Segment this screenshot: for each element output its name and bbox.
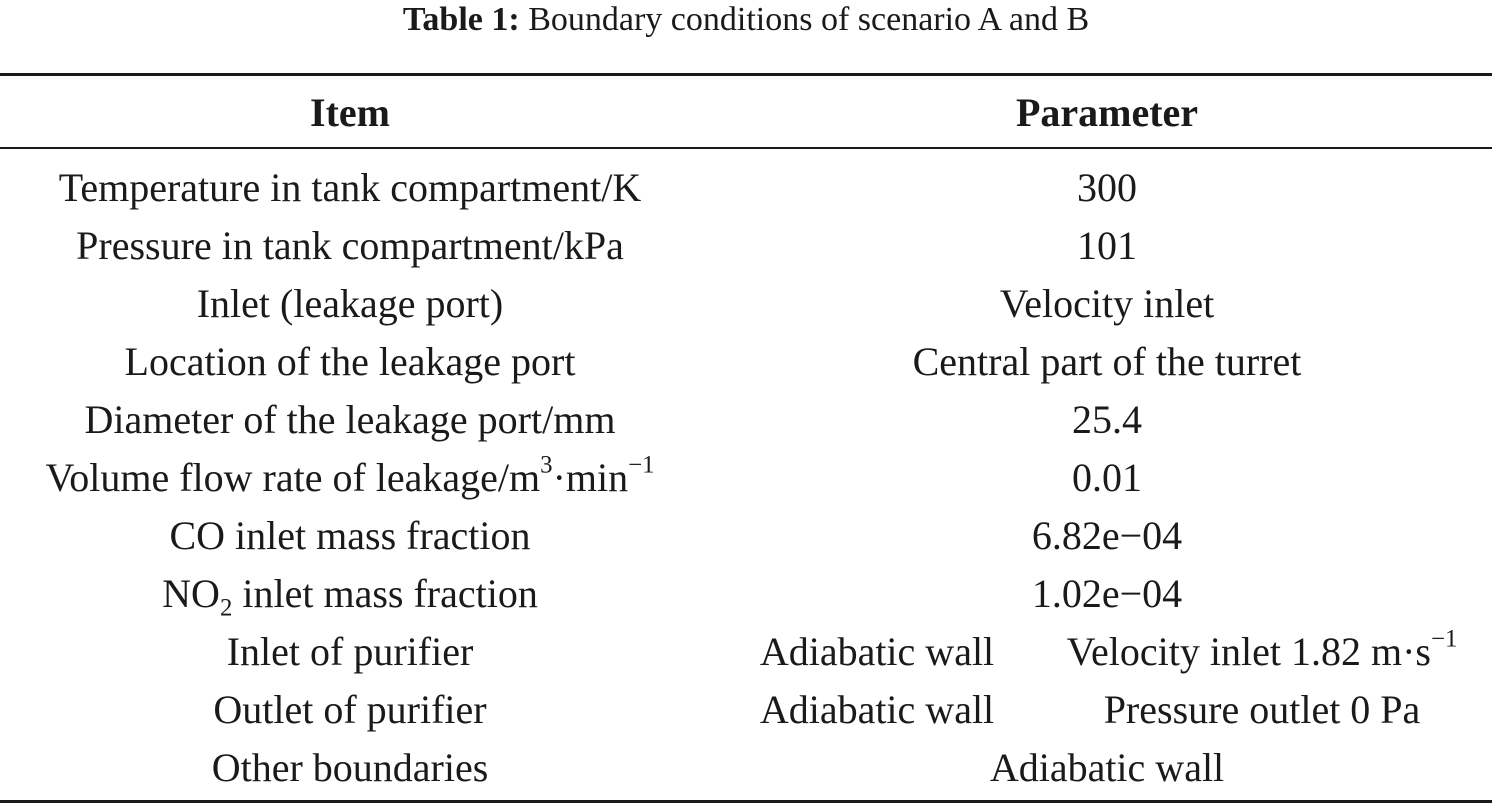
row-parameter-text: Velocity inlet 1.82 m·s <box>1066 629 1431 674</box>
row-parameter-scenario-b <box>1032 623 1492 681</box>
row-parameter: 101 <box>1077 223 1137 268</box>
row-parameter: 300 <box>1077 165 1137 210</box>
table-row <box>0 159 1492 217</box>
table-row <box>0 739 1492 797</box>
row-item-text: inlet mass fraction <box>232 571 538 616</box>
table-row <box>0 507 1492 565</box>
row-item-subscript: 2 <box>219 594 233 622</box>
table-row <box>0 391 1492 449</box>
row-item: Inlet (leakage port) <box>196 281 504 326</box>
row-item: Location of the leakage port <box>124 339 576 384</box>
row-item: Other boundaries <box>211 745 489 790</box>
row-parameter: 6.82e−04 <box>1031 513 1183 558</box>
table-row <box>0 623 1492 681</box>
row-parameter: 1.02e−04 <box>1031 571 1183 616</box>
row-parameter-scenario-b: Pressure outlet 0 Pa <box>1103 687 1421 732</box>
row-parameter: Central part of the turret <box>912 339 1302 384</box>
row-item: Inlet of purifier <box>226 629 474 674</box>
row-item-superscript: −1 <box>628 451 655 479</box>
row-item-text: NO <box>162 571 220 616</box>
row-parameter-scenario-a: Adiabatic wall <box>759 629 995 674</box>
row-item-text: Volume flow rate of leakage/m <box>45 455 541 500</box>
row-item: Pressure in tank compartment/kPa <box>76 223 624 268</box>
table-caption <box>0 0 1492 44</box>
row-parameter-scenario-a: Adiabatic wall <box>759 687 995 732</box>
row-parameter: Velocity inlet <box>999 281 1215 326</box>
row-parameter-superscript: −1 <box>1431 625 1458 653</box>
row-item: CO inlet mass fraction <box>169 513 531 558</box>
table-row <box>0 449 1492 507</box>
table-row <box>0 275 1492 333</box>
table-caption-label: Table 1: <box>402 1 520 38</box>
row-item: Outlet of purifier <box>213 687 487 732</box>
row-item <box>0 449 700 507</box>
bottom-rule <box>0 800 1492 803</box>
row-item-text: ·min <box>552 455 629 500</box>
header-parameter: Parameter <box>1015 90 1199 135</box>
top-rule <box>0 73 1492 76</box>
row-item-superscript: 3 <box>540 451 553 479</box>
row-parameter: Adiabatic wall <box>989 745 1225 790</box>
row-parameter: 25.4 <box>1072 397 1142 442</box>
table-caption-text: Boundary conditions of scenario A and B <box>528 1 1090 38</box>
table-row <box>0 565 1492 623</box>
row-item <box>0 565 700 623</box>
row-item: Diameter of the leakage port/mm <box>84 397 616 442</box>
table-row <box>0 217 1492 275</box>
table-row <box>0 681 1492 739</box>
header-rule <box>0 147 1492 149</box>
table-row <box>0 333 1492 391</box>
row-parameter: 0.01 <box>1072 455 1142 500</box>
header-item: Item <box>310 90 390 135</box>
row-item: Temperature in tank compartment/K <box>58 165 642 210</box>
